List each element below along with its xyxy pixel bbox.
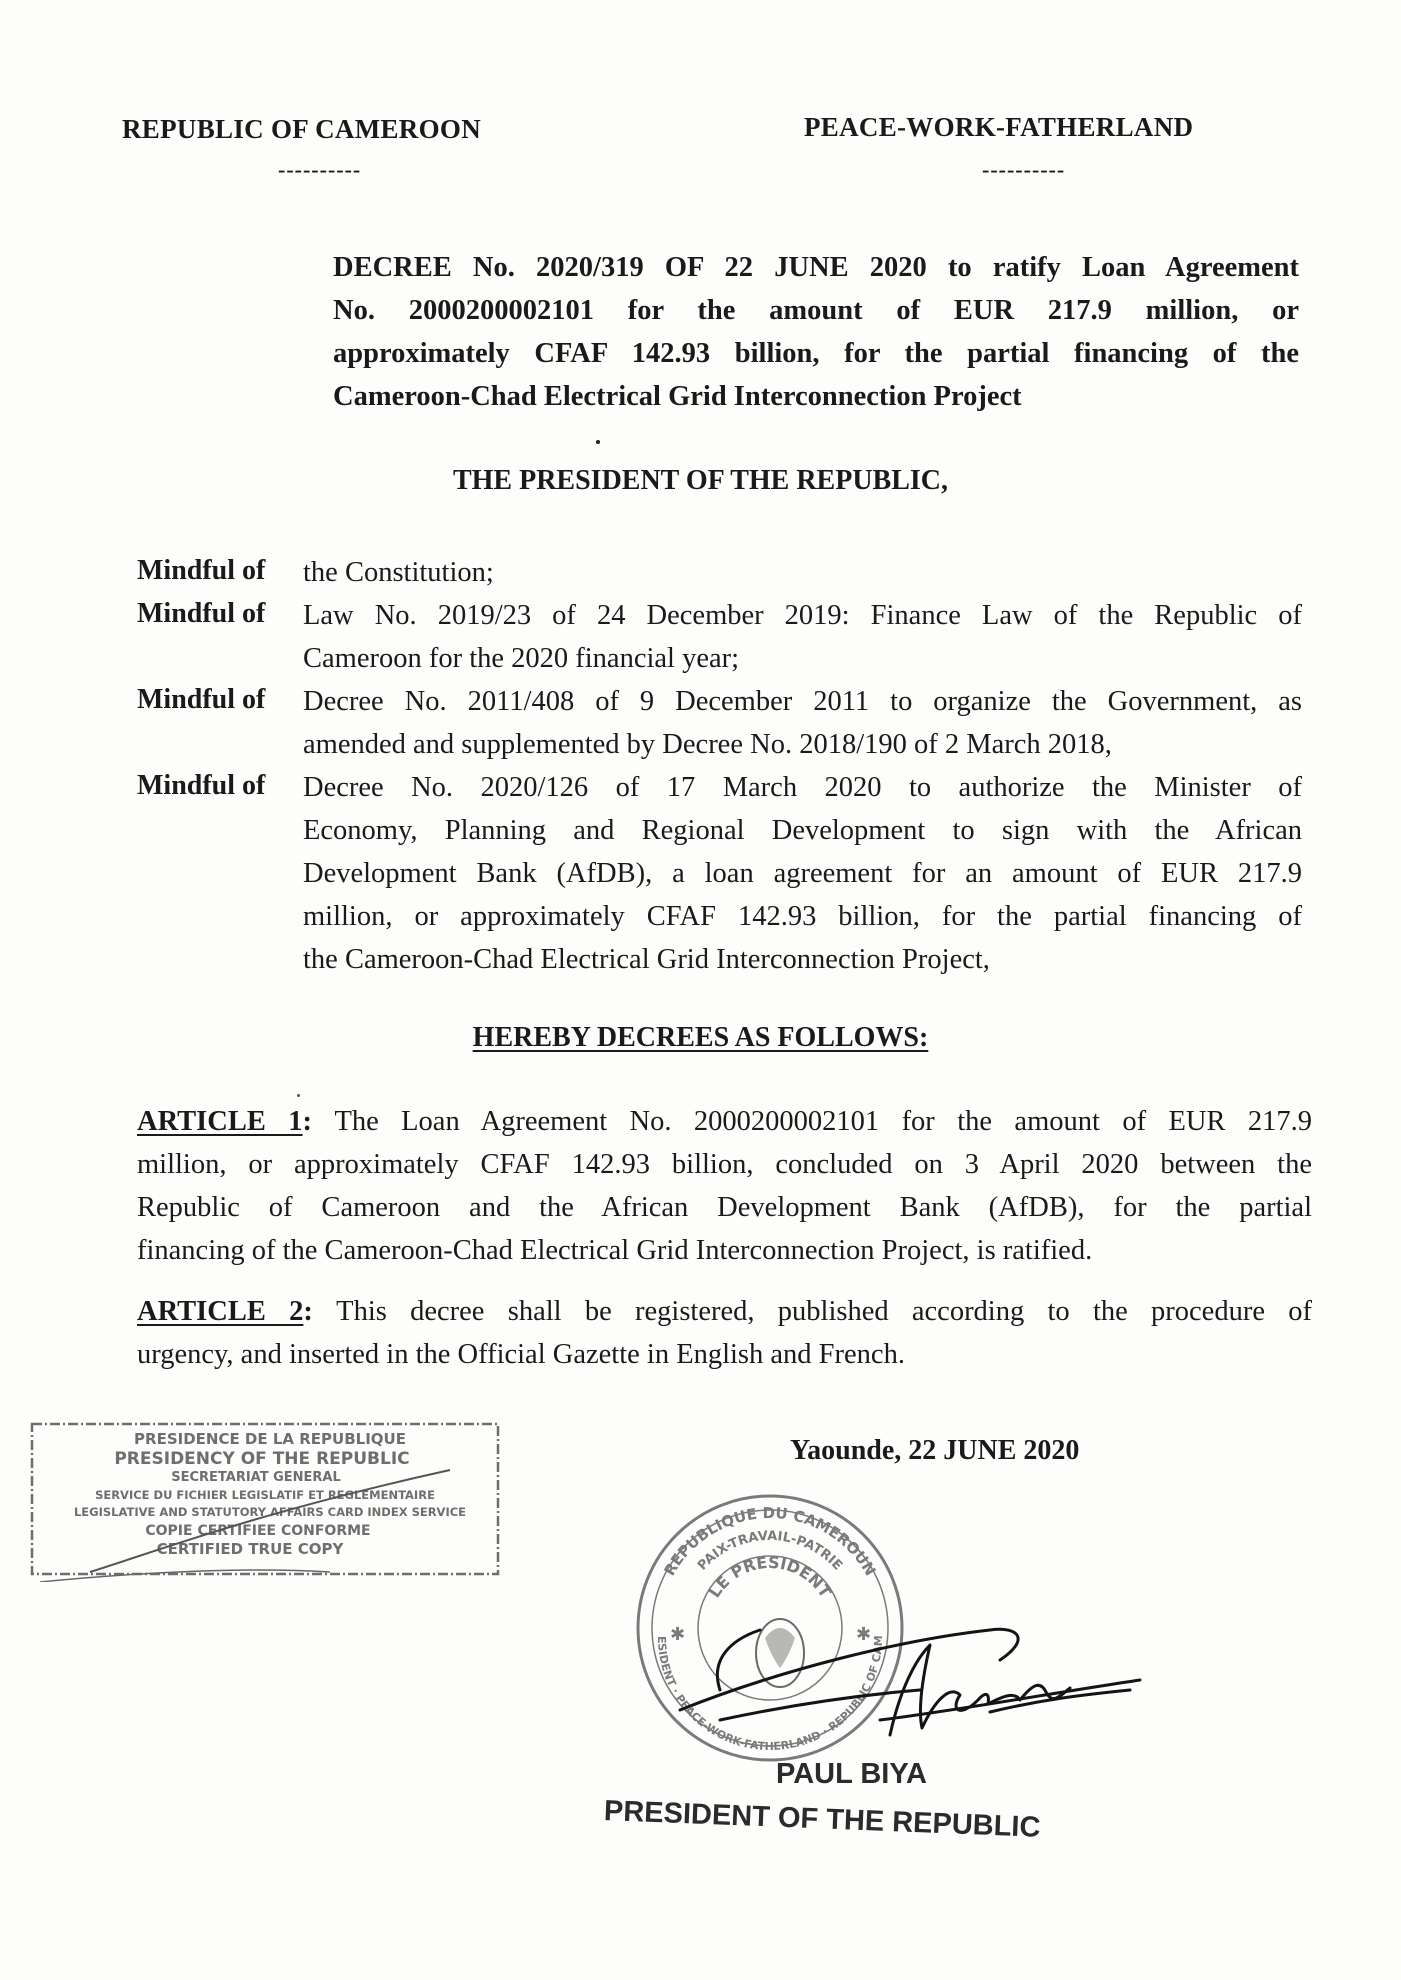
article-colon: : bbox=[303, 1296, 337, 1327]
article-first-line bbox=[137, 1100, 1312, 1143]
header-right-separator: ---------- bbox=[982, 157, 1066, 182]
article-line: financing of the Cameroon-Chad Electrical Grid Interconnection Project, is ratified. bbox=[137, 1235, 1093, 1266]
svg-text:COPIE CERTIFIEE CONFORME: COPIE CERTIFIEE CONFORME bbox=[145, 1523, 371, 1539]
article-label: ARTICLE 2 bbox=[137, 1296, 304, 1327]
mindful-keyword: Mindful of bbox=[137, 684, 266, 715]
article-text: The Loan Agreement No. 2000200002101 for the amount of EUR 217.9 bbox=[334, 1106, 1312, 1137]
place-date: Yaounde, 22 JUNE 2020 bbox=[790, 1435, 1080, 1466]
svg-text:THE PRESIDENT · PEACE-WORK-FAT: ESIDENT · PEACE-WORK-FATHERLAND · REPUBLIC OF CAM bbox=[654, 1635, 886, 1754]
article-line: Republic of Cameroon and the African Development Bank (AfDB), for the partial bbox=[137, 1192, 1312, 1223]
title-line: DECREE No. 2020/319 OF 22 JUNE 2020 to ratify Loan Agreement bbox=[333, 252, 1299, 283]
mindful-line: the Cameroon-Chad Electrical Grid Interconnection Project, bbox=[303, 944, 990, 975]
title-line: No. 2000200002101 for the amount of EUR 217.9 million, or bbox=[333, 295, 1299, 326]
title-line: approximately CFAF 142.93 billion, for the partial financing of the bbox=[333, 338, 1299, 369]
mindful-line: Development Bank (AfDB), a loan agreement for an amount of EUR 217.9 bbox=[303, 858, 1302, 889]
mindful-line: the Constitution; bbox=[303, 557, 494, 588]
svg-text:LEGISLATIVE AND STATUTORY AFFA: LEGISLATIVE AND STATUTORY AFFAIRS CARD INDEX SERVICE bbox=[73, 1505, 467, 1519]
header-left: REPUBLIC OF CAMEROON bbox=[122, 114, 482, 144]
article-1 bbox=[137, 1100, 1312, 1272]
mindful-keyword: Mindful of bbox=[137, 555, 266, 586]
svg-text:PRESIDENCY OF THE REPUBLIC: PRESIDENCY OF THE REPUBLIC bbox=[114, 1449, 410, 1469]
mindful-clause bbox=[303, 680, 1302, 766]
svg-text:LE PRESIDENT: LE PRESIDENT bbox=[704, 1552, 836, 1602]
certified-copy-stamp bbox=[30, 1422, 500, 1582]
header-left-separator: ---------- bbox=[278, 157, 362, 182]
article-text: This decree shall be registered, published according to the procedure of bbox=[336, 1296, 1312, 1327]
mindful-clause bbox=[303, 766, 1302, 981]
svg-text:SECRETARIAT GENERAL: SECRETARIAT GENERAL bbox=[171, 1470, 341, 1485]
certified-copy-stamp-graphic bbox=[30, 1422, 500, 1582]
signatory-name: PAUL BIYA bbox=[776, 1758, 927, 1790]
scan-dot bbox=[596, 440, 600, 444]
mindful-line: amended and supplemented by Decree No. 2018/190 of 2 March 2018, bbox=[303, 729, 1112, 760]
president-heading: THE PRESIDENT OF THE REPUBLIC, bbox=[452, 465, 949, 496]
mindful-line: Economy, Planning and Regional Development to sign with the African bbox=[303, 815, 1302, 846]
signatory-title: PRESIDENT OF THE REPUBLIC bbox=[603, 1795, 1041, 1844]
mindful-keyword: Mindful of bbox=[137, 598, 266, 629]
signature-graphic bbox=[660, 1600, 1160, 1760]
article-line: urgency, and inserted in the Official Gazette in English and French. bbox=[137, 1339, 905, 1370]
svg-text:PRESIDENCE DE LA REPUBLIQUE: PRESIDENCE DE LA REPUBLIQUE bbox=[134, 1430, 406, 1448]
article-first-line bbox=[137, 1290, 1312, 1333]
title-line: Cameroon-Chad Electrical Grid Interconnection Project bbox=[333, 381, 1022, 412]
svg-text:REPUBLIQUE DU CAMEROUN: REPUBLIQUE DU CAMEROUN bbox=[660, 1503, 880, 1579]
decree-title bbox=[333, 246, 1299, 418]
svg-text:SERVICE DU FICHIER LEGISLATIF: SERVICE DU FICHIER LEGISLATIF ET REGLEMENTAIRE bbox=[95, 1488, 435, 1502]
header-right: PEACE-WORK-FATHERLAND bbox=[804, 112, 1194, 142]
svg-text:✱: ✱ bbox=[856, 1624, 872, 1645]
mindful-clause bbox=[303, 594, 1302, 680]
decrees-heading-text: HEREBY DECREES AS FOLLOWS: bbox=[472, 1022, 929, 1053]
scan-dot bbox=[297, 1094, 300, 1097]
article-label: ARTICLE 1 bbox=[137, 1106, 303, 1137]
article-colon: : bbox=[302, 1106, 335, 1137]
mindful-line: Decree No. 2011/408 of 9 December 2011 to organize the Government, as bbox=[303, 686, 1302, 717]
mindful-line: million, or approximately CFAF 142.93 billion, for the partial financing of bbox=[303, 901, 1302, 932]
svg-text:CERTIFIED TRUE COPY: CERTIFIED TRUE COPY bbox=[156, 1540, 344, 1558]
mindful-keyword: Mindful of bbox=[137, 770, 266, 801]
mindful-line: Law No. 2019/23 of 24 December 2019: Finance Law of the Republic of bbox=[303, 600, 1302, 631]
mindful-clause bbox=[303, 551, 1302, 594]
mindful-line: Decree No. 2020/126 of 17 March 2020 to authorize the Minister of bbox=[303, 772, 1302, 803]
mindful-line: Cameroon for the 2020 financial year; bbox=[303, 643, 740, 674]
svg-text:✱: ✱ bbox=[670, 1624, 686, 1645]
article-line: million, or approximately CFAF 142.93 billion, concluded on 3 April 2020 between the bbox=[137, 1149, 1312, 1180]
svg-text:PAIX-TRAVAIL-PATRIE: PAIX-TRAVAIL-PATRIE bbox=[695, 1528, 845, 1574]
article-2 bbox=[137, 1290, 1312, 1376]
signature bbox=[660, 1600, 1160, 1760]
decrees-heading bbox=[0, 1022, 1401, 1054]
